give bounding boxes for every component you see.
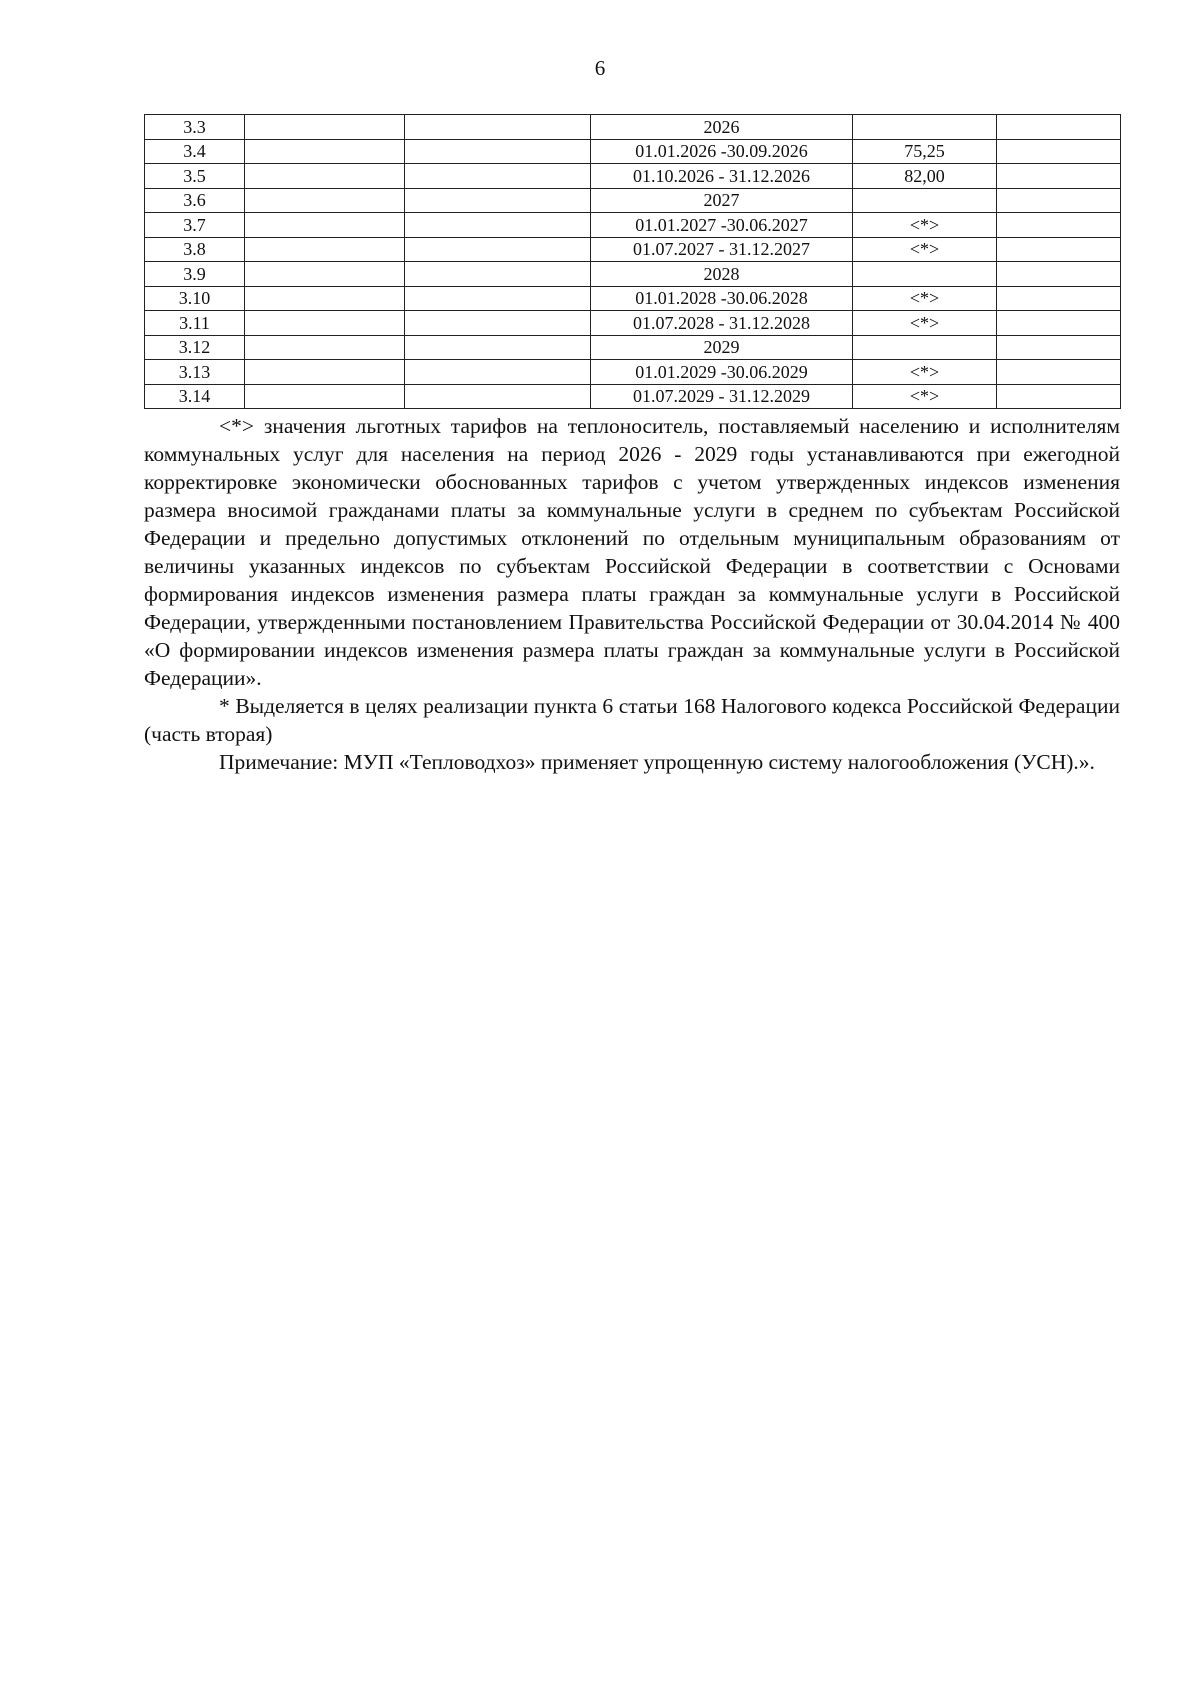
blank-cell-2 [405,335,591,360]
blank-cell-3 [997,188,1121,213]
blank-cell-2 [405,139,591,164]
blank-cell-3 [997,139,1121,164]
tariff-value-cell: <*> [853,360,997,385]
period-cell: 2029 [591,335,853,360]
blank-cell-2 [405,360,591,385]
blank-cell-3 [997,286,1121,311]
period-cell: 01.07.2029 - 31.12.2029 [591,384,853,409]
table-row [145,360,1121,385]
row-number-cell: 3.14 [145,384,245,409]
blank-cell-3 [997,311,1121,336]
period-cell: 01.01.2029 -30.06.2029 [591,360,853,385]
tariff-value-cell [853,335,997,360]
blank-cell-3 [997,335,1121,360]
blank-cell-2 [405,262,591,287]
tariff-value-cell: 82,00 [853,164,997,189]
blank-cell-1 [245,237,405,262]
page-number: 6 [594,56,606,80]
row-number-cell: 3.5 [145,164,245,189]
tariff-table [144,114,1121,409]
tariff-value-cell [853,188,997,213]
period-cell: 01.01.2027 -30.06.2027 [591,213,853,238]
row-number-cell: 3.3 [145,115,245,140]
blank-cell-2 [405,384,591,409]
blank-cell-2 [405,286,591,311]
row-number-cell: 3.4 [145,139,245,164]
tariff-value-cell [853,115,997,140]
row-number-cell: 3.10 [145,286,245,311]
row-number-cell: 3.11 [145,311,245,336]
table-row [145,213,1121,238]
blank-cell-3 [997,237,1121,262]
tariff-table-body [145,115,1121,409]
period-cell: 2028 [591,262,853,287]
blank-cell-1 [245,188,405,213]
notes-block [144,412,1120,776]
tariff-value-cell: <*> [853,286,997,311]
row-number-cell: 3.7 [145,213,245,238]
blank-cell-3 [997,384,1121,409]
blank-cell-1 [245,139,405,164]
table-row [145,188,1121,213]
period-cell: 2027 [591,188,853,213]
blank-cell-2 [405,164,591,189]
row-number-cell: 3.12 [145,335,245,360]
tariff-value-cell: <*> [853,213,997,238]
blank-cell-1 [245,164,405,189]
period-cell: 01.10.2026 - 31.12.2026 [591,164,853,189]
blank-cell-1 [245,335,405,360]
blank-cell-3 [997,164,1121,189]
blank-cell-1 [245,213,405,238]
table-row [145,384,1121,409]
period-cell: 01.01.2026 -30.09.2026 [591,139,853,164]
footnote-tariff-note: <*> значения льготных тарифов на теплоноситель, поставляемый населению и исполнителям коммунальных услуг для населения на период 2026 - 2029 годы устанавливаются при ежегодной корректировке экономически обоснованных тарифов с учетом утвержденных индексов изменения размера вносимой гражданами платы за коммунальные услуги в среднем по субъектам Российской Федерации и предельно допустимых отклонений по отдельным муниципальным образованиям от величины указанных индексов по субъектам Российской Федерации в соответствии с Основами формирования индексов изменения размера платы граждан за коммунальные услуги в Российской Федерации, утвержденными постановлением Правительства Российской Федерации от 30.04.2014 № 400 «О формировании индексов изменения размера платы граждан за коммунальные услуги в Российской Федерации». [144,414,1120,690]
row-number-cell: 3.9 [145,262,245,287]
tariff-value-cell: <*> [853,237,997,262]
blank-cell-2 [405,115,591,140]
table-row [145,164,1121,189]
row-number-cell: 3.13 [145,360,245,385]
blank-cell-1 [245,311,405,336]
blank-cell-2 [405,311,591,336]
blank-cell-3 [997,213,1121,238]
period-cell: 2026 [591,115,853,140]
blank-cell-3 [997,360,1121,385]
blank-cell-1 [245,286,405,311]
table-row [145,311,1121,336]
row-number-cell: 3.6 [145,188,245,213]
tariff-value-cell: 75,25 [853,139,997,164]
table-row [145,262,1121,287]
blank-cell-3 [997,115,1121,140]
blank-cell-1 [245,115,405,140]
tariff-value-cell: <*> [853,384,997,409]
blank-cell-1 [245,360,405,385]
remark-note: Примечание: МУП «Тепловодхоз» применяет упрощенную систему налогообложения (УСН).». [219,750,1095,774]
footnote-vat-note: * Выделяется в целях реализации пункта 6 статьи 168 Налогового кодекса Российской Федерации (часть вторая) [144,694,1120,746]
table-row [145,286,1121,311]
table-row [145,115,1121,140]
period-cell: 01.07.2028 - 31.12.2028 [591,311,853,336]
period-cell: 01.07.2027 - 31.12.2027 [591,237,853,262]
blank-cell-1 [245,384,405,409]
row-number-cell: 3.8 [145,237,245,262]
blank-cell-2 [405,188,591,213]
tariff-value-cell: <*> [853,311,997,336]
blank-cell-1 [245,262,405,287]
blank-cell-2 [405,213,591,238]
blank-cell-3 [997,262,1121,287]
table-row [145,335,1121,360]
table-row [145,139,1121,164]
blank-cell-2 [405,237,591,262]
period-cell: 01.01.2028 -30.06.2028 [591,286,853,311]
table-row [145,237,1121,262]
tariff-value-cell [853,262,997,287]
